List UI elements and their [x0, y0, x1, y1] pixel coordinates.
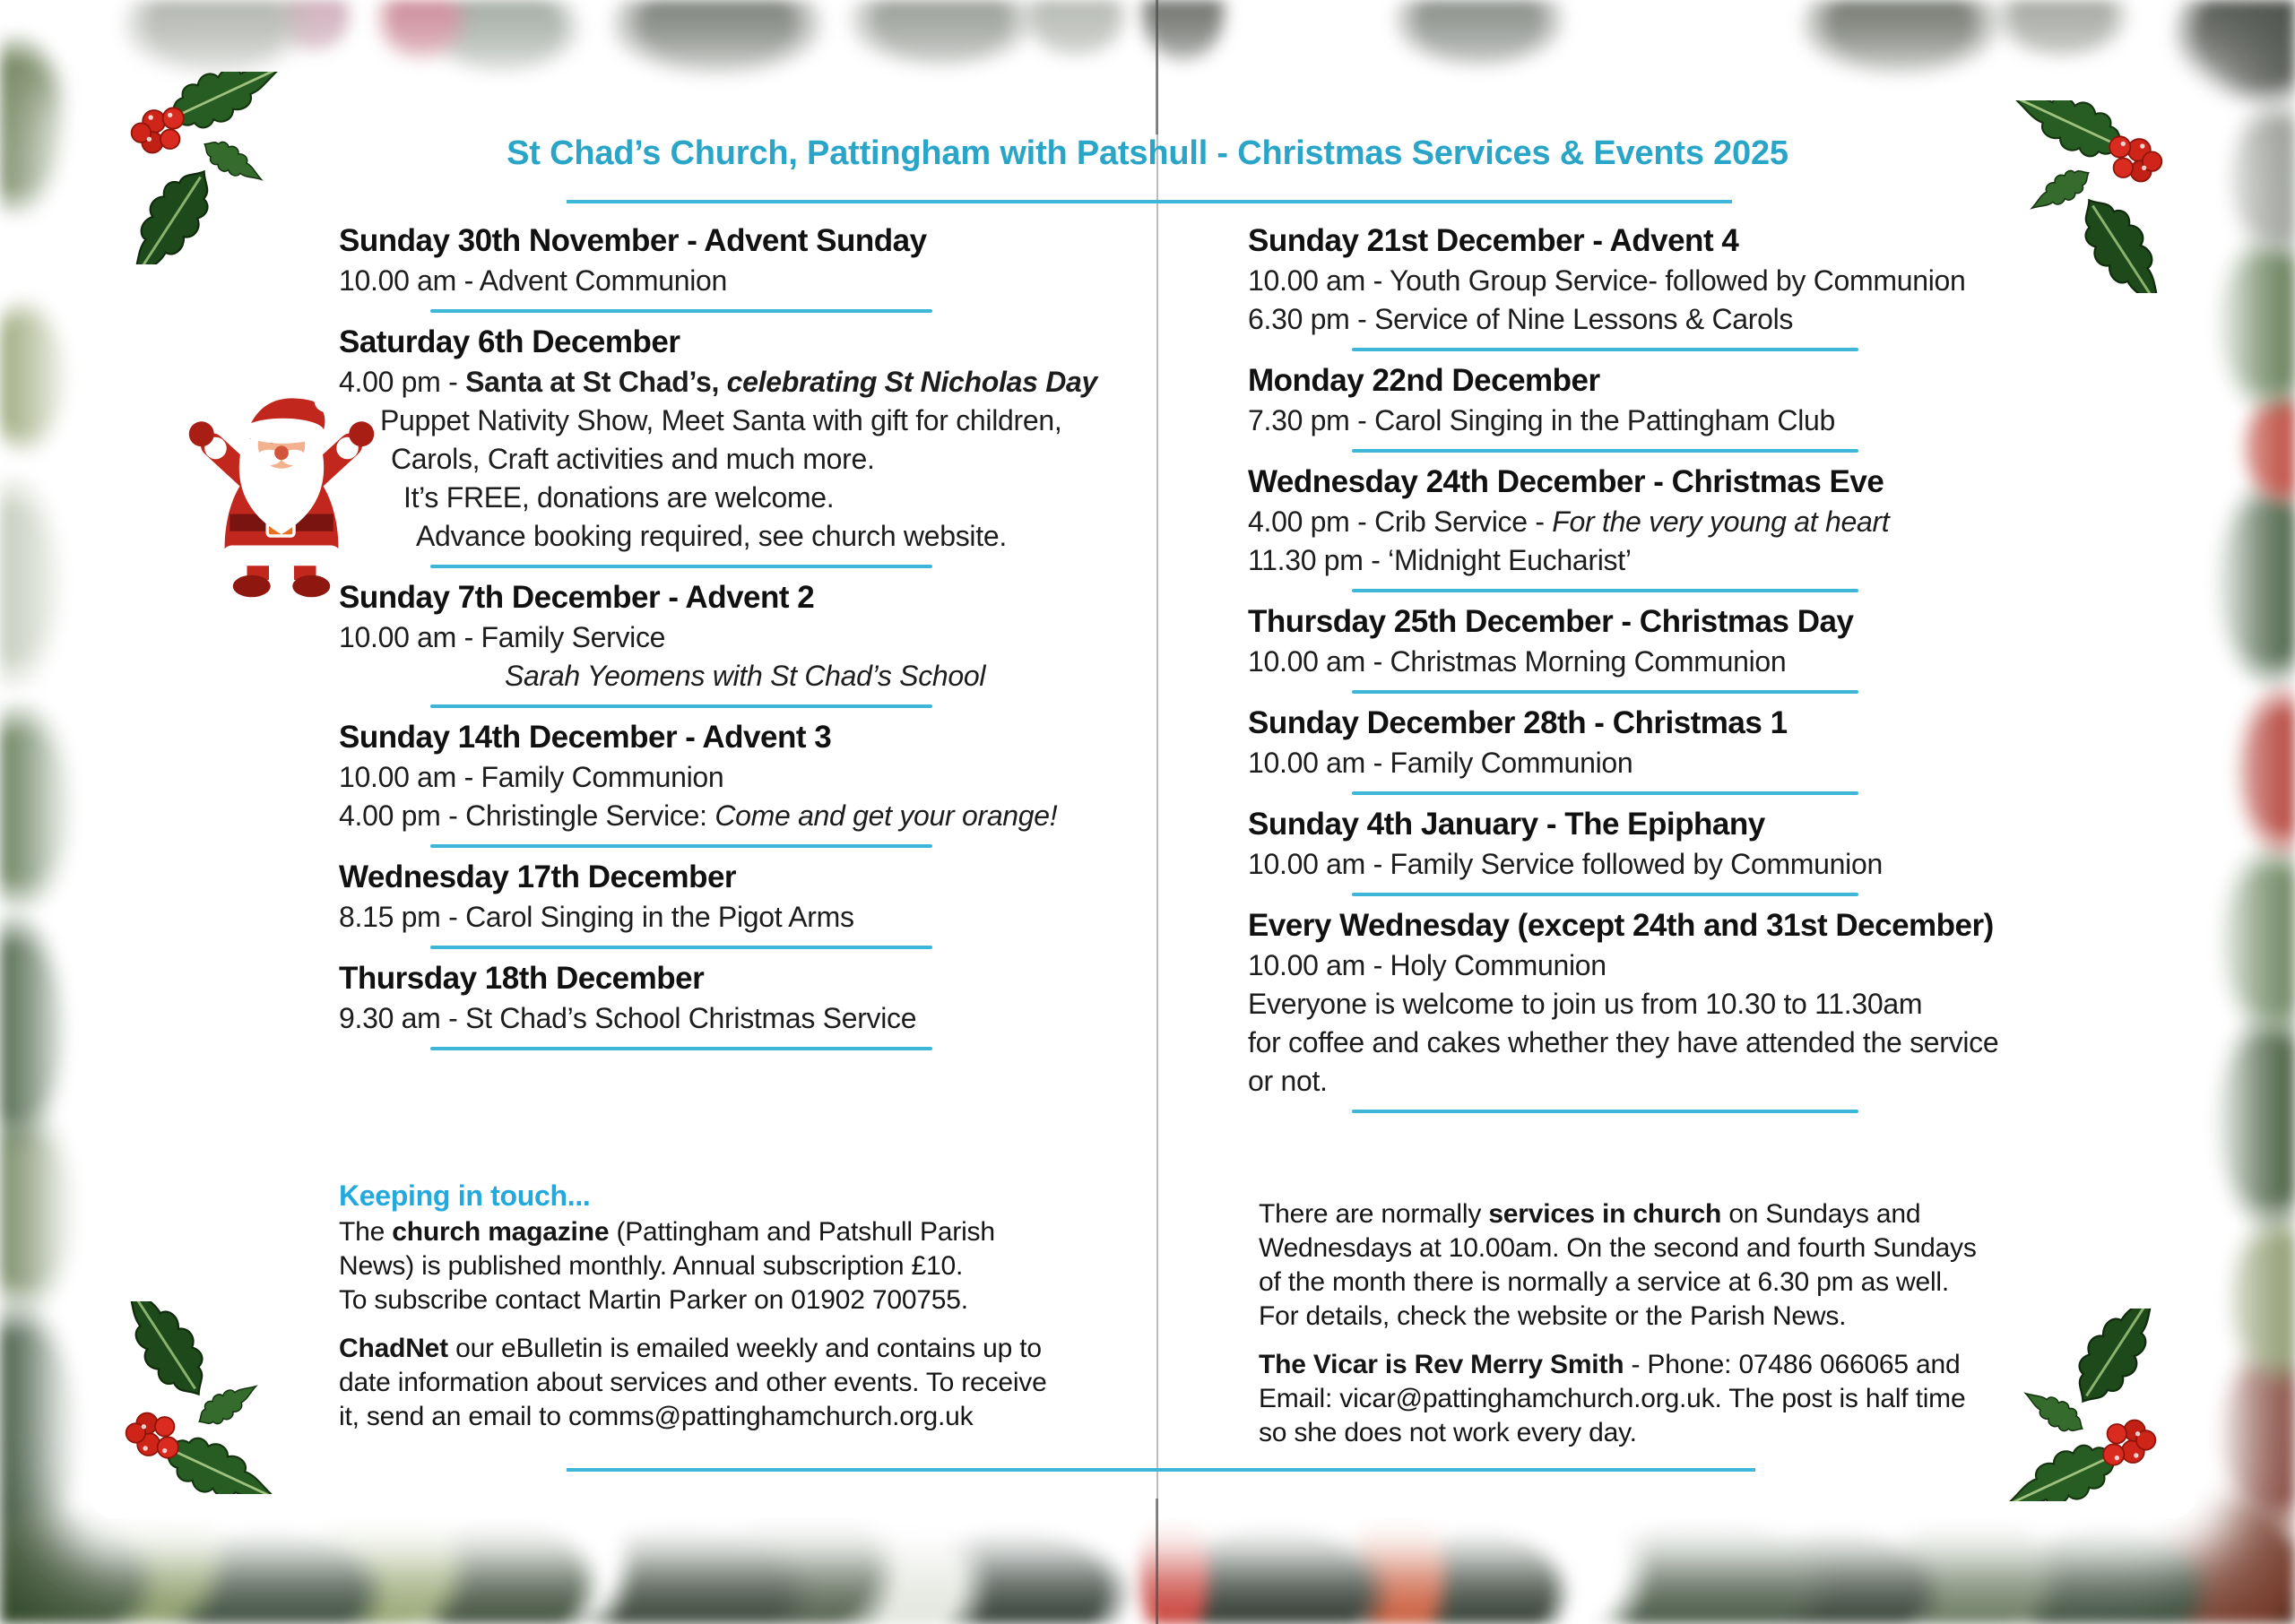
event-heading: Sunday 21st December - Advent 4 — [1248, 223, 1739, 258]
event-heading: Sunday December 28th - Christmas 1 — [1248, 705, 1788, 740]
page-title: St Chad’s Church, Pattingham with Patshull - Christmas Services & Events 2025 — [507, 134, 1788, 172]
event-heading: Thursday 18th December — [339, 961, 705, 996]
event-block — [1248, 905, 2180, 1113]
event-block — [1248, 360, 2180, 453]
event-line: 10.00 am - Family Communion — [1248, 747, 1633, 779]
event-line: 4.00 pm - Crib Service - For the very young at heart — [1248, 505, 1890, 538]
event-block — [1248, 220, 2180, 351]
section-divider — [1352, 449, 1858, 453]
event-heading: Saturday 6th December — [339, 324, 680, 359]
event-block — [1248, 462, 2180, 592]
chadnet-paragraph: ChadNet our eBulletin is emailed weekly and contains up to date information about services and other events. To receive it, send an email to comms@pattinghamchurch.org.uk — [339, 1334, 1047, 1431]
section-divider — [1352, 348, 1858, 351]
event-line: 10.00 am - Advent Communion — [339, 264, 728, 297]
event-heading: Wednesday 24th December - Christmas Eve — [1248, 464, 1884, 499]
event-line: Carols, Craft activities and much more. — [391, 443, 875, 475]
event-heading: Sunday 4th January - The Epiphany — [1248, 807, 1765, 842]
event-block — [339, 717, 1156, 848]
event-line: 10.00 am - Family Service — [339, 621, 666, 653]
event-block — [1248, 804, 2180, 896]
event-block — [339, 958, 1156, 1050]
event-line: for coffee and cakes whether they have attended the service — [1248, 1026, 1999, 1058]
event-line: 10.00 am - Christmas Morning Communion — [1248, 645, 1787, 678]
event-block — [339, 220, 1156, 313]
event-line: Advance booking required, see church website. — [416, 520, 1007, 552]
event-line: 10.00 am - Holy Communion — [1248, 949, 1606, 981]
section-divider — [430, 1047, 932, 1050]
church-magazine-paragraph: The church magazine (Pattingham and Patshull Parish News) is published monthly. Annual subscription £10. To subscribe contact Martin Parker on 01902 700755. — [339, 1217, 995, 1315]
event-heading: Sunday 30th November - Advent Sunday — [339, 223, 927, 258]
event-line: Puppet Nativity Show, Meet Santa with gift for children, — [380, 404, 1062, 436]
section-divider — [1352, 589, 1858, 592]
event-block — [339, 857, 1156, 949]
section-divider — [1352, 1110, 1858, 1113]
section-divider — [430, 844, 932, 848]
bottom-divider — [567, 1468, 1755, 1472]
event-line: 4.00 pm - Christingle Service: Come and get your orange! — [339, 799, 1058, 832]
services-info-section — [1259, 1197, 2101, 1464]
left-events-column — [339, 220, 1156, 1059]
event-block — [339, 577, 1156, 708]
event-line: Everyone is welcome to join us from 10.30 to 11.30am — [1248, 988, 1923, 1020]
section-divider — [1352, 893, 1858, 896]
event-line: 11.30 pm - ‘Midnight Eucharist’ — [1248, 544, 1632, 576]
vicar-paragraph: The Vicar is Rev Merry Smith - Phone: 07486 066065 and Email: vicar@pattinghamchurch.org.uk. The post is half time so she does not work every day. — [1259, 1350, 1966, 1447]
event-line: 9.30 am - St Chad’s School Christmas Service — [339, 1002, 917, 1034]
services-in-church-paragraph: There are normally services in church on Sundays and Wednesdays at 10.00am. On the second and fourth Sundays of the month there is normally a service at 6.30 pm as well. For details, check the website or the Parish News. — [1259, 1199, 1977, 1331]
event-heading: Sunday 7th December - Advent 2 — [339, 580, 815, 615]
section-divider — [1352, 791, 1858, 795]
event-line: 10.00 am - Youth Group Service- followed by Communion — [1248, 264, 1966, 297]
event-line: or not. — [1248, 1065, 1328, 1097]
section-divider — [430, 704, 932, 708]
section-divider — [430, 946, 932, 949]
section-divider — [430, 309, 932, 313]
event-block — [1248, 601, 2180, 694]
event-block — [339, 322, 1156, 568]
event-line: 10.00 am - Family Communion — [339, 761, 724, 793]
event-line: 6.30 pm - Service of Nine Lessons & Carols — [1248, 303, 1794, 335]
event-heading: Monday 22nd December — [1248, 363, 1600, 398]
title-underline — [567, 200, 1732, 203]
event-heading: Wednesday 17th December — [339, 860, 737, 894]
event-block — [1248, 703, 2180, 795]
event-line: Sarah Yeomens with St Chad’s School — [505, 660, 986, 692]
event-line: 8.15 pm - Carol Singing in the Pigot Arms — [339, 901, 854, 933]
event-line: It’s FREE, donations are welcome. — [403, 481, 835, 514]
section-divider — [430, 565, 932, 568]
section-divider — [1352, 690, 1858, 694]
event-heading: Thursday 25th December - Christmas Day — [1248, 604, 1854, 639]
keeping-in-touch-heading: Keeping in touch... — [339, 1179, 591, 1212]
event-line: 10.00 am - Family Service followed by Communion — [1248, 848, 1883, 880]
event-heading: Every Wednesday (except 24th and 31st December) — [1248, 908, 1994, 943]
event-line: 7.30 pm - Carol Singing in the Pattingham Club — [1248, 404, 1836, 436]
event-line: 4.00 pm - Santa at St Chad’s, celebrating St Nicholas Day — [339, 366, 1098, 398]
event-heading: Sunday 14th December - Advent 3 — [339, 720, 832, 755]
keeping-in-touch-section — [339, 1176, 1110, 1448]
right-events-column — [1248, 220, 2180, 1122]
